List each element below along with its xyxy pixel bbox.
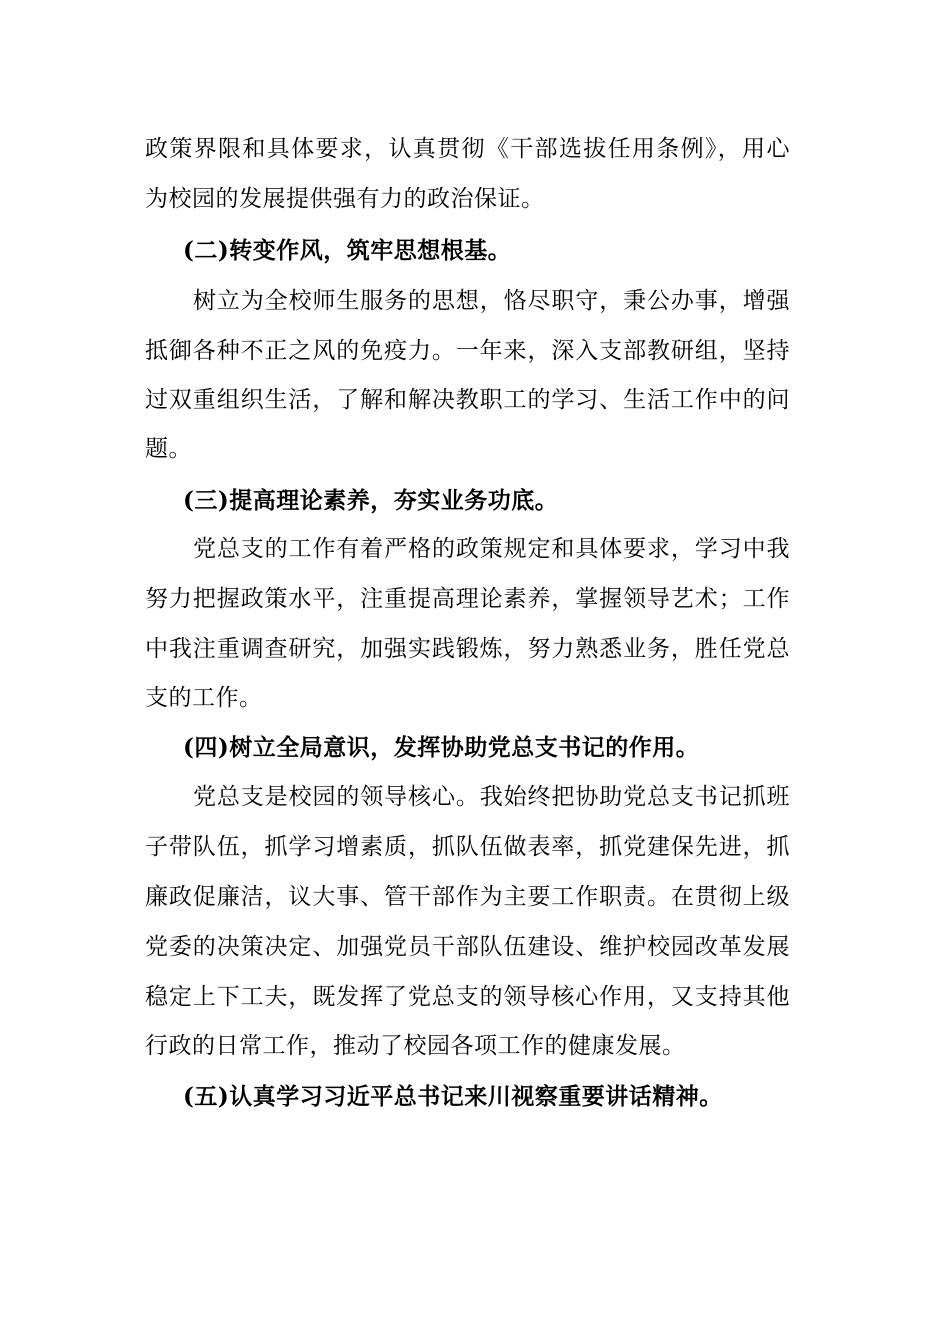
paragraph-line: 为校园的发展提供强有力的政治保证。: [145, 186, 545, 212]
paragraph-line: 努力把握政策水平，注重提高理论素养，掌握领导艺术；工作: [145, 586, 790, 612]
paragraph-line: 廉政促廉洁，议大事、管干部作为主要工作职责。在贯彻上级: [145, 884, 790, 910]
paragraph-line: 过双重组织生活，了解和解决教职工的学习、生活工作中的问: [145, 387, 790, 413]
paragraph-line: 子带队伍，抓学习增素质，抓队伍做表率，抓党建保先进，抓: [145, 834, 790, 860]
paragraph-line: 稳定上下工夫，既发挥了党总支的领导核心作用，又支持其他: [145, 984, 790, 1010]
paragraph-line: 行政的日常工作，推动了校园各项工作的健康发展。: [145, 1033, 686, 1059]
paragraph-line: 政策界限和具体要求，认真贯彻《干部选拔任用条例》，用心: [145, 136, 790, 162]
paragraph-line: 题。: [145, 436, 192, 462]
section-heading-5: (五)认真学习习近平总书记来川视察重要讲话精神。: [183, 1083, 723, 1110]
paragraph-line: 党总支是校园的领导核心。我始终把协助党总支书记抓班: [193, 784, 790, 810]
paragraph-line: 树立为全校师生服务的思想，恪尽职守，秉公办事，增强: [193, 288, 790, 314]
section-heading-3: (三)提高理论素养，夯实业务功底。: [183, 487, 559, 514]
paragraph-line: 中我注重调查研究，加强实践锻炼，努力熟悉业务，胜任党总: [145, 636, 790, 662]
section-heading-4: (四)树立全局意识，发挥协助党总支书记的作用。: [183, 734, 700, 761]
paragraph-line: 党委的决策决定、加强党员干部队伍建设、维护校园改革发展: [145, 934, 790, 960]
paragraph-line: 抵御各种不正之风的免疫力。一年来，深入支部教研组，坚持: [145, 338, 790, 364]
paragraph-line: 支的工作。: [145, 685, 263, 711]
section-heading-2: (二)转变作风，筑牢思想根基。: [183, 237, 512, 264]
paragraph-line: 党总支的工作有着严格的政策规定和具体要求，学习中我: [193, 536, 790, 562]
